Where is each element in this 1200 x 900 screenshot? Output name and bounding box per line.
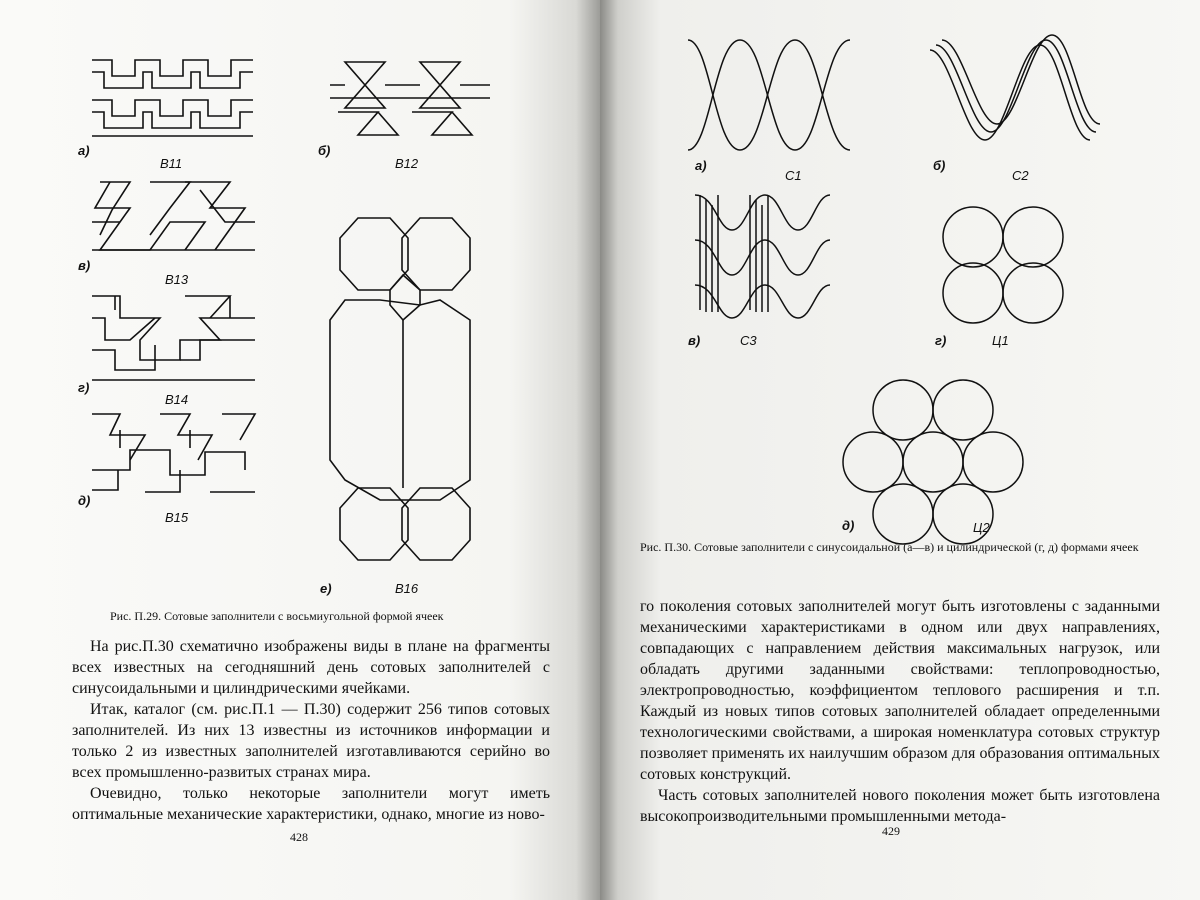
code-b12: В12 — [395, 156, 419, 171]
pattern-b15 — [92, 414, 255, 492]
label-g: г) — [935, 333, 947, 348]
code-c5: Ц2 — [973, 520, 990, 535]
label-e: е) — [320, 581, 332, 596]
pattern-b11 — [92, 60, 253, 136]
pattern-b12 — [330, 62, 490, 135]
code-b15: В15 — [165, 510, 189, 525]
page-number-right: 429 — [882, 824, 900, 838]
pattern-c3 — [695, 195, 830, 318]
code-b16: В16 — [395, 581, 419, 596]
paragraph: Очевидно, только некоторые заполнители могут иметь оптимальные механические характеристики, однако, многие из ново- — [72, 785, 550, 823]
paragraph: На рис.П.30 схематично изображены виды в плане на фрагменты всех известных на сегодняшний день сотовых заполнителей с синусоидальными и цилиндрическими ячейками. — [72, 638, 550, 697]
pattern-c1 — [688, 40, 850, 150]
label-g: г) — [78, 380, 90, 395]
label-b: б) — [933, 158, 946, 173]
label-a: а) — [695, 158, 707, 173]
code-b13: В13 — [165, 272, 189, 287]
label-d: д) — [78, 493, 91, 508]
label-v: в) — [688, 333, 701, 348]
pattern-c2 — [930, 35, 1100, 140]
paragraph: Часть сотовых заполнителей нового поколения может быть изготовлена высокопроизводительными промышленными метода- — [640, 787, 1160, 825]
code-c3: С3 — [740, 333, 757, 348]
paragraph: го поколения сотовых заполнителей могут быть изготовлены с заданными механическими характеристиками в одном или двух направлениях, совпадающих с направлением действия максимальных нагрузок, или обладать другими заданными свойствами: теплопроводностью, электропроводностью, коэффициентом теплового расширения и т.п. Каждый из новых типов сотовых заполнителей обладает определенными технологическими свойствами, а широкая номенклатура сотовых структур позволяет применять их наилучшим образом для образования оптимальных сотовых конструкций. — [640, 598, 1160, 783]
code-c2: С2 — [1012, 168, 1029, 183]
pattern-b13 — [92, 182, 255, 250]
code-c1: С1 — [785, 168, 802, 183]
pattern-b14 — [92, 296, 255, 380]
left-body-text — [72, 636, 550, 825]
paragraph: Итак, каталог (см. рис.П.1 — П.30) содержит 256 типов сотовых заполнителей. Из них 13 известны из источников информации и только 2 из известных заполнителей изготавливаются серийно во всех промышленно-развитых странах мира. — [72, 701, 550, 781]
pattern-c4 — [943, 207, 1063, 323]
page-number-left: 428 — [290, 830, 308, 844]
label-v: в) — [78, 258, 91, 273]
code-b14: В14 — [165, 392, 189, 407]
right-page — [600, 0, 1200, 900]
code-b11: В11 — [160, 156, 183, 171]
label-b: б) — [318, 143, 331, 158]
right-body-text — [640, 596, 1160, 827]
label-a: а) — [78, 143, 90, 158]
label-d: д) — [842, 518, 855, 533]
figure-caption-p29: Рис. П.29. Сотовые заполнители с восьмиугольной формой ячеек — [110, 609, 444, 623]
code-c4: Ц1 — [992, 333, 1009, 348]
pattern-b16 — [330, 218, 470, 560]
figure-caption-p30: Рис. П.30. Сотовые заполнители с синусоидальной (а—в) и цилиндрической (г, д) формами ячеек — [640, 540, 1139, 554]
pattern-c5 — [843, 380, 1023, 544]
